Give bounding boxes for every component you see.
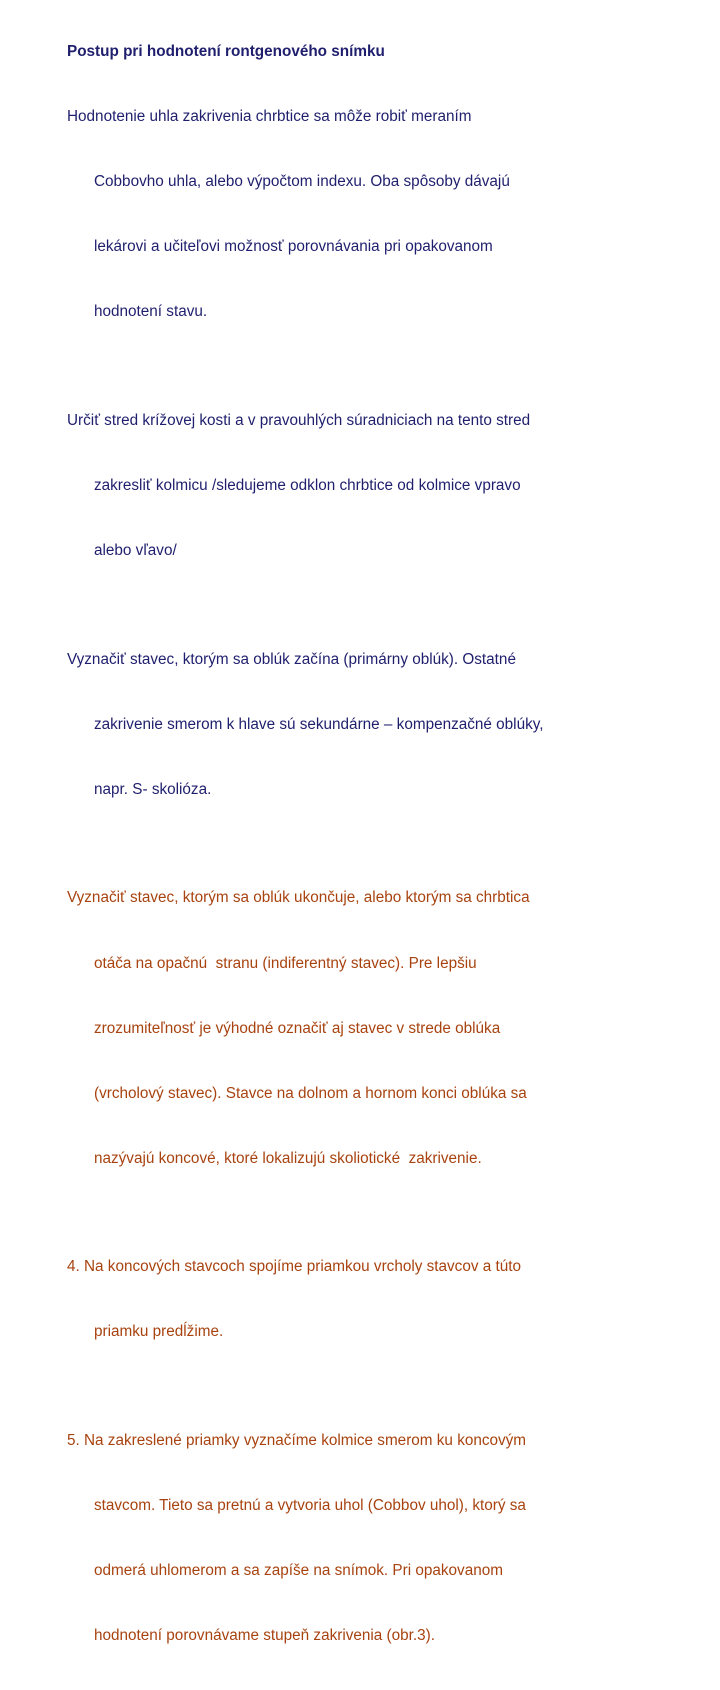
paragraph-step-5	[67, 1387, 667, 1690]
paragraph-line: Určiť stred krížovej kosti a v pravouhlých súradniciach na tento stred	[67, 411, 531, 429]
paragraph-line: otáča na opačnú stranu (indiferentný stavec). Pre lepšiu	[94, 954, 477, 972]
paragraph-line: 5. Na zakreslené priamky vyznačíme kolmice smerom ku koncovým	[67, 1432, 527, 1449]
paragraph-line: (vrcholový stavec). Stavce na dolnom a hornom konci oblúka sa	[94, 1084, 527, 1102]
paragraph-line: Vyznačiť stavec, ktorým sa oblúk ukončuje, alebo ktorým sa chrbtica	[67, 889, 530, 907]
paragraph-line: Hodnotenie uhla zakrivenia chrbtice sa môže robiť meraním	[67, 108, 472, 126]
paragraph-line: hodnotení stavu.	[94, 303, 208, 321]
paragraph-line: Cobbovho uhla, alebo výpočtom indexu. Oba spôsoby dávajú	[94, 173, 510, 191]
slide-content	[67, 41, 667, 1690]
paragraph-line: hodnotení porovnávame stupeň zakrivenia (obr.3).	[94, 1627, 435, 1645]
paragraph-line: lekárovi a učiteľovi možnosť porovnávania pri opakovanom	[94, 238, 493, 256]
paragraph-line: stavcom. Tieto sa pretnú a vytvoria uhol (Cobbov uhol), ktorý sa	[94, 1497, 526, 1515]
paragraph-line: alebo vľavo/	[94, 542, 177, 560]
paragraph-line: priamku predĺžime.	[94, 1323, 224, 1341]
paragraph-primary-curve	[67, 605, 667, 844]
paragraph-end-vertebra	[67, 844, 667, 1213]
paragraph-cobb-angle-intro	[67, 63, 667, 367]
slide-title: Postup pri hodnotení rontgenového snímku	[67, 43, 385, 60]
paragraph-line: 4. Na koncových stavcoch spojíme priamkou vrcholy stavcov a túto	[67, 1258, 522, 1276]
paragraph-line: Vyznačiť stavec, ktorým sa oblúk začína (primárny oblúk). Ostatné	[67, 650, 516, 668]
paragraph-line: zakresliť kolmicu /sledujeme odklon chrbtice od kolmice vpravo	[94, 477, 521, 495]
paragraph-step-4	[67, 1213, 667, 1387]
paragraph-sacrum-center	[67, 367, 667, 606]
paragraph-line: napr. S- skolióza.	[94, 780, 212, 798]
paragraph-line: odmerá uhlomerom a sa zapíše na snímok. Pri opakovanom	[94, 1562, 503, 1580]
paragraph-line: nazývajú koncové, ktoré lokalizujú skoliotické zakrivenie.	[94, 1149, 482, 1167]
paragraph-line: zakrivenie smerom k hlave sú sekundárne – kompenzačné oblúky,	[94, 715, 544, 733]
paragraph-line: zrozumiteľnosť je výhodné označiť aj stavec v strede oblúka	[94, 1019, 501, 1037]
